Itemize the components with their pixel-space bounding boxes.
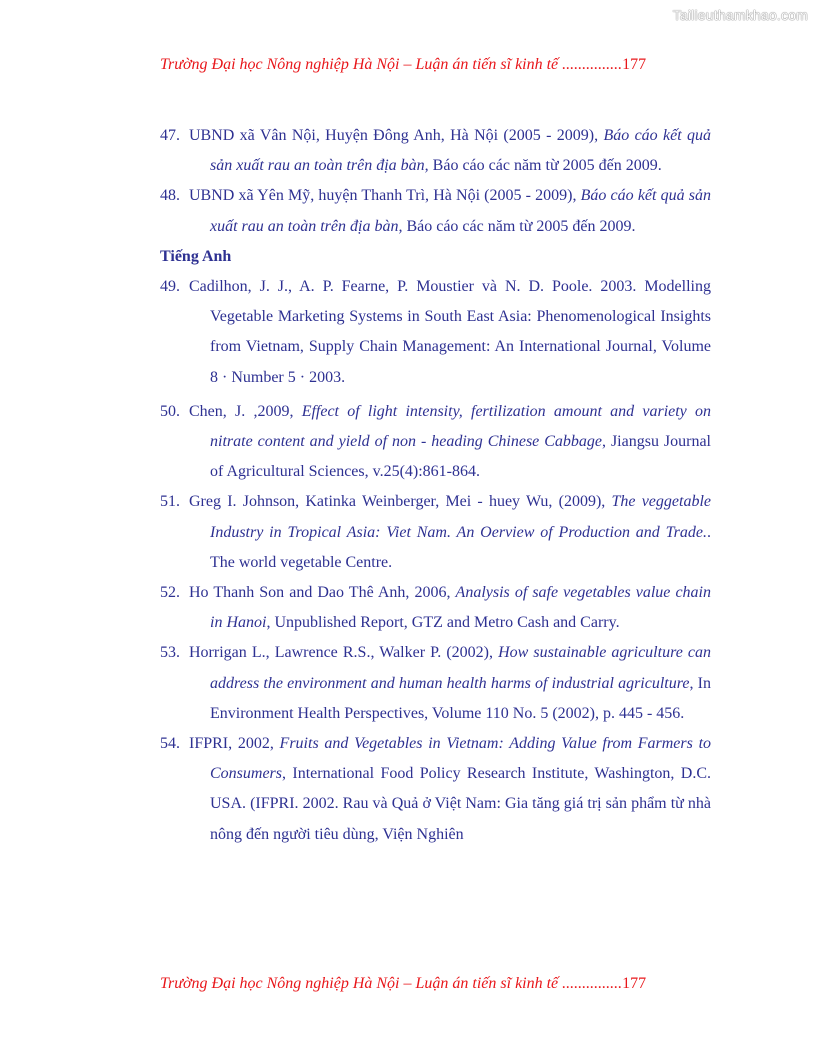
reference-source: Báo cáo các năm từ 2005 đến 2009. bbox=[402, 217, 636, 235]
reference-title: The veggetable Industry in Tropical Asia: Viet Nam. An Oerview of Production and Trade. bbox=[210, 493, 712, 541]
reference-item bbox=[160, 181, 711, 241]
section-heading: Tiếng Anh bbox=[160, 247, 232, 265]
reference-number: 47. bbox=[160, 127, 180, 144]
reference-source: , International Food Policy Research Institute, Washington, D.C. USA. (IFPRI. 2002. Rau và Quả ở Việt Nam: Gia tăng giá trị sản phẩm từ nhà nông đến người tiêu dùng, Viện Nghiên bbox=[210, 765, 711, 843]
reference-number: 50. bbox=[160, 402, 180, 420]
reference-title: How sustainable agriculture can address the environment and human health harms of industrial agriculture bbox=[210, 644, 712, 692]
reference-title: Báo cáo kết quả sản xuất rau an toàn trên địa bàn, bbox=[210, 187, 711, 235]
running-header-text: Trường Đại học Nông nghiệp Hà Nội – Luận án tiến sĩ kinh tế ............... bbox=[160, 56, 623, 73]
reference-title: Báo cáo kết quả sản xuất rau an toàn trên địa bàn, bbox=[210, 127, 712, 175]
reference-title: Fruits and Vegetables in Vietnam: Adding Value from Farmers to Consumers bbox=[210, 735, 712, 783]
reference-item bbox=[160, 578, 711, 638]
running-header bbox=[160, 56, 720, 74]
reference-source: Báo cáo các năm từ 2005 đến 2009. bbox=[428, 157, 662, 175]
reference-authors: Ho Thanh Son and Dao Thê Anh, 2006, bbox=[189, 584, 456, 602]
reference-item bbox=[160, 638, 711, 729]
reference-text: Cadilhon, J. J., A. P. Fearne, P. Moustier và N. D. Poole. 2003. Modelling Vegetable Marketing Systems in South East Asia: Phenomenological Insights from Vietnam, Supply Chain Management: An International Journal, Volume 8 · Number 5 · 2003. bbox=[189, 278, 711, 386]
reference-number: 51. bbox=[160, 493, 180, 511]
reference-source: , Unpublished Report, GTZ and Metro Cash and Carry. bbox=[266, 614, 620, 632]
reference-item bbox=[160, 397, 711, 488]
reference-item bbox=[160, 121, 711, 181]
page-number: 177 bbox=[622, 56, 647, 73]
running-footer bbox=[160, 975, 720, 993]
reference-number: 48. bbox=[160, 187, 180, 205]
reference-title: Effect of light intensity, fertilization amount and variety on nitrate content and yield of non - heading Chinese Cabbage bbox=[210, 402, 712, 451]
reference-authors: Horrigan L., Lawrence R.S., Walker P. (2002), bbox=[189, 644, 499, 662]
reference-list bbox=[160, 121, 711, 850]
watermark: Tailieuthamkhao.com bbox=[672, 7, 808, 23]
reference-number: 52. bbox=[160, 584, 180, 602]
reference-authors: Chen, J. ,2009, bbox=[189, 402, 302, 420]
reference-source: , In Environment Health Perspectives, Volume 110 No. 5 (2002), p. 445 - 456. bbox=[210, 674, 712, 722]
reference-authors: Greg I. Johnson, Katinka Weinberger, Mei - huey Wu, (2009), bbox=[189, 493, 612, 511]
reference-item bbox=[160, 272, 711, 393]
reference-authors: UBND xã Yên Mỹ, huyện Thanh Trì, Hà Nội (2005 - 2009), bbox=[189, 187, 581, 205]
reference-number: 53. bbox=[160, 644, 180, 662]
reference-item bbox=[160, 487, 711, 578]
running-footer-text: Trường Đại học Nông nghiệp Hà Nội – Luận án tiến sĩ kinh tế ............... bbox=[160, 975, 623, 992]
reference-title: Analysis of safe vegetables value chain in Hanoi bbox=[210, 584, 712, 632]
page-number: 177 bbox=[622, 975, 647, 992]
reference-authors: UBND xã Vân Nội, Huyện Đông Anh, Hà Nội (2005 - 2009), bbox=[189, 127, 604, 144]
reference-item bbox=[160, 729, 711, 850]
reference-authors: IFPRI, 2002, bbox=[189, 735, 280, 753]
reference-number: 54. bbox=[160, 735, 180, 753]
reference-number: 49. bbox=[160, 278, 180, 296]
reference-source: . The world vegetable Centre. bbox=[210, 523, 711, 571]
reference-source: , Jiangsu Journal of Agricultural Sciences, v.25(4):861-864. bbox=[210, 433, 711, 481]
